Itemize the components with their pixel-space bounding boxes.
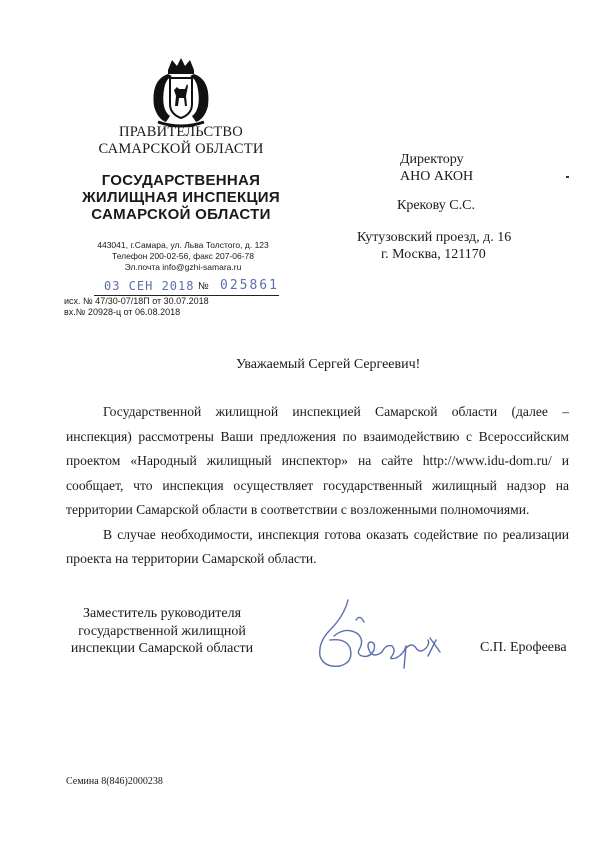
signatory-title-line-1: Заместитель руководителя — [82, 606, 242, 621]
samara-oblast-coat-of-arms-icon — [148, 56, 214, 128]
registration-number-stamp: 025861 — [220, 278, 279, 293]
signatory-title-line-3: инспекции Самарской области — [70, 641, 254, 656]
registration-row — [94, 279, 279, 296]
addressee-position: Директору — [400, 152, 464, 167]
outgoing-reference: исх. № 47/30-07/18П от 30.07.2018 — [64, 296, 209, 306]
addressee-city: г. Москва, 121170 — [381, 247, 486, 262]
government-title-line-1: ПРАВИТЕЛЬСТВО — [119, 124, 243, 140]
registration-date-stamp: 03 СЕН 2018 — [104, 279, 195, 293]
agency-address — [78, 240, 288, 273]
agency-title-line-3: САМАРСКОЙ ОБЛАСТИ — [91, 206, 271, 223]
registration-number-label: № — [198, 281, 209, 292]
addressee-organization: АНО АКОН — [400, 169, 474, 184]
incoming-reference: вх.№ 20928-ц от 06.08.2018 — [64, 307, 181, 317]
executor-contact: Семина 8(846)2000238 — [66, 776, 163, 787]
body-paragraph-1: Государственной жилищной инспекцией Самарской области (далее – инспекция) рассмотрены Ваши предложения по взаимодействию с Всероссийским проектом «Народный жилищный инспектор» на сайте http://www.idu-dom.ru/ и сообщает, что инспекция осуществляет государственный жилищный надзор на территории Самарской области в соответствии с возложенными полномочиями. — [66, 404, 569, 517]
signatory-title-line-2: государственной жилищной — [78, 623, 246, 639]
addressee-name: Крекову С.С. — [397, 198, 475, 213]
agency-address-street: 443041, г.Самара, ул. Льва Толстого, д. 123 — [97, 240, 269, 250]
margin-mark — [566, 176, 569, 178]
handwritten-signature — [300, 596, 450, 676]
addressee-street: Кутузовский проезд, д. 16 — [357, 230, 512, 245]
salutation: Уважаемый Сергей Сергеевич! — [236, 357, 421, 372]
body-paragraph-2: В случае необходимости, инспекция готова оказать содействие по реализации проекта на территории Самарской области. — [66, 526, 569, 566]
signatory-name: С.П. Ерофеева — [480, 640, 567, 655]
agency-address-email: Эл.почта info@gzhi-samara.ru — [124, 262, 242, 272]
agency-title-line-2: ЖИЛИЩНАЯ ИНСПЕКЦИЯ — [82, 189, 280, 206]
letter-body — [66, 400, 569, 572]
agency-title — [70, 172, 292, 223]
government-title-line-2: САМАРСКОЙ ОБЛАСТИ — [98, 141, 264, 157]
agency-address-phone: Телефон 200-02-56, факс 207-06-78 — [112, 251, 254, 261]
agency-title-line-1: ГОСУДАРСТВЕННАЯ — [101, 172, 261, 189]
signatory-title — [62, 605, 262, 658]
government-title — [90, 124, 272, 158]
